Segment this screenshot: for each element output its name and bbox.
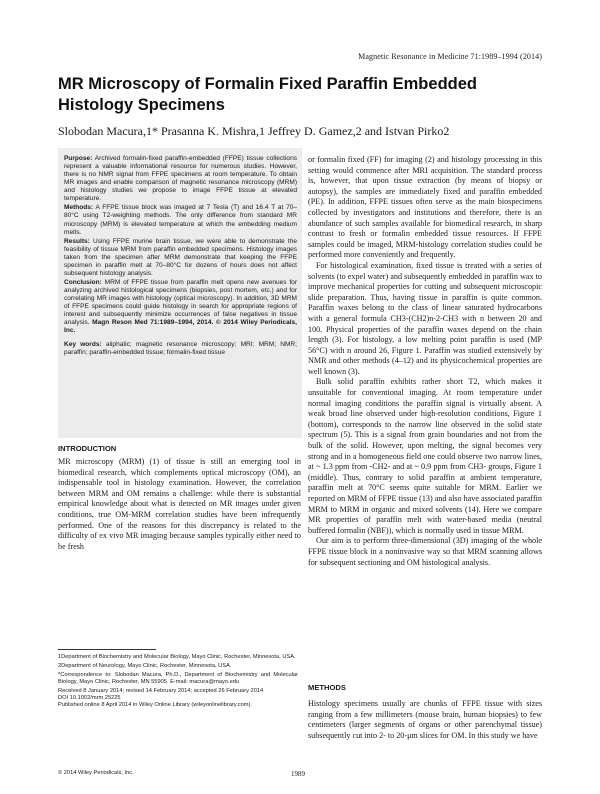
introduction-paragraph: MR microscopy (MRM) (1) of tissue is still an emerging tool in biomedical research, which complements optical microscopy (OM), an indispensable tool in histology examination. However, the correlation between MRM and OM remains a challenge: while there is substantial empirical knowledge about what is detected on MR images under given conditions, true OM-MRM correlation studies have been infrequently performed. One of the reasons for this discrepancy is related to the difficulty of ex vivo MR imaging because samples typically either need to be fresh <box>58 457 301 551</box>
methods-label: Methods: <box>64 204 94 212</box>
conclusion-label: Conclusion: <box>64 278 102 286</box>
doi: DOI 10.1002/mrm.25225 <box>58 695 121 702</box>
article-title: MR Microscopy of Formalin Fixed Paraffin Embedded Histology Specimens <box>58 75 477 114</box>
footnote-divider <box>58 649 156 650</box>
published-online: Published online 8 April 2014 in Wiley Online Library (wileyonlinelibrary.com). <box>58 702 252 709</box>
abstract-conclusion <box>64 279 297 335</box>
methods-paragraph: Histology specimens usually are chunks of FFPE tissue with sizes ranging from a few millimeters (mouse brain, human biopsies) to few centimeters (larger segments of organs or other parenchymal tissue) subsequently cut into 2- to 20-μm slices for OM. In this study we have <box>308 699 542 740</box>
results-label: Results: <box>64 237 90 245</box>
conclusion-text: MRM of FFPE tissue from paraffin melt opens new avenues for analyzing archived histological specimens (biopsies, post mortem, etc.) and for correlating MR images with histology (optical microscopy). In addition, 3D MRM of FFPE specimens could guide histology in search for appropriate regions of interest and subsequently minimize occurrences of false negatives in tissue analysis. <box>64 278 297 327</box>
results-text: Using FFPE murine brain tissue, we were able to demonstrate the feasibility of tissue MRM from paraffin embedded specimens. Histology images taken from the specimen after MRM demonstrate that keeping the FFPE specimen in paraffin melt at 70–80°C for dozens of hours does not affect subsequent histology analysis. <box>64 237 297 277</box>
affiliation-2: 2Department of Neurology, Mayo Clinic, Rochester, Minnesota, USA. <box>58 663 232 670</box>
affiliation-1: 1Department of Biochemistry and Molecular Biology, Mayo Clinic, Rochester, Minnesota, USA. <box>58 654 296 660</box>
received-dates: Received 8 January 2014; revised 14 February 2014; accepted 26 February 2014 <box>58 688 264 695</box>
copyright: © 2014 Wiley Periodicals, Inc. <box>58 770 134 776</box>
correspondence: *Correspondence to: Slobodan Macura, Ph.D., Department of Biochemistry and Molecular Biology, Mayo Clinic, Rochester, MN 55905. E-mail: macura@mayo.edu <box>58 672 298 686</box>
methods-text: A FFPE tissue block was imaged at 7 Tesla (T) and 16.4 T at 70–80°C using T2-weighting methods. The only difference from standard MR microscopy (MRM) is elevated temperature at which the embedding medium melts. <box>64 204 297 236</box>
methods-heading: METHODS <box>308 683 346 692</box>
body-paragraph: For histological examination, fixed tissue is treated with a series of solvents (to expel water) and subsequently embedded in paraffin wax to improve mechanical properties for cutting and subsequent microscopic slide preparation. Thus, having tissue in paraffin is quite common. Paraffin waxes belong to the class of linear saturated hydrocarbons with a general formula CH3-(CH2)n-2-CH3 with n between 20 and 100. Physical properties of the paraffin waxes depend on the chain length (3). For histology, a low melting point paraffin is used (MP 56°C) with n around 26, Figure 1. Paraffin was studied extensively by NMR and other methods (4–12) and its physicochemical properties are well known (3). <box>308 260 542 376</box>
footnotes <box>58 654 298 711</box>
abstract-methods <box>64 204 297 236</box>
introduction-heading: INTRODUCTION <box>58 444 117 453</box>
abstract-keywords <box>64 341 297 357</box>
purpose-label: Purpose: <box>64 155 93 162</box>
methods-body <box>308 699 542 741</box>
keywords-text: aliphatic; magnetic resonance microscopy; MRI; MRM; NMR; paraffin; paraffin-embedded tissue; formalin-fixed tissue <box>64 341 297 357</box>
keywords-label: Key words: <box>64 341 102 349</box>
author-list: Slobodan Macura,1* Prasanna K. Mishra,1 Jeffrey D. Gamez,2 and Istvan Pirko2 <box>58 124 450 138</box>
body-paragraph: Bulk solid paraffin exhibits rather short T2, which makes it unsuitable for conventional imaging. At room temperature under normal imaging conditions the paraffin signal is virtually absent. A weak broad line observed under high-resolution conditions, Figure 1 (bottom), corresponds to the narrow line observed in the solid state spectrum (5). This is a signal from grain boundaries and not from the bulk of the solid. However, upon melting, the signal becomes very strong and in a homogeneous field one could observe two narrow lines, at ~ 1.3 ppm from -CH2- and at ~ 0.9 ppm from CH3- groups, Figure 1 (middle). Thus, contrary to solid paraffin at ambient temperature, paraffin melt at 70°C seems quite suitable for MRM. Earlier we reported on MRM of FFPE tissue (13) and also have associated paraffin MRM to MRM in organic and mixed solvents (14). Here we compare MR properties of paraffin melt with water-based media (neutral buffered formalin (NBF)), which is normally used in tissue MRM. <box>308 377 542 535</box>
page-number: 1989 <box>291 770 305 778</box>
right-column-body <box>308 155 542 568</box>
body-paragraph: or formalin fixed (FF) for imaging (2) and histology processing in this setting would commence after MRI acquisition. The standard process is, however, that upon tissue extraction (by means of biopsy or autopsy), the samples are immediately fixed and paraffin embedded (PE). In addition, FFPE tissues often serve as the main biospecimens collected by investigators and institutions and therefore, there is an abundance of such samples available for biomedical research, in sharp contrast to fresh or formalin embedded tissue resources. If FFPE samples could be imaged, MRM-histology correlation studies could be performed more conveniently and frequently. <box>308 155 542 260</box>
abstract-results <box>64 238 297 278</box>
introduction-body <box>58 457 301 552</box>
abstract-citation: Magn Reson Med 71:1989–1994, 2014. © 2014 Wiley Periodicals, Inc. <box>64 319 297 335</box>
journal-header: Magnetic Resonance in Medicine 71:1989–1994 (2014) <box>358 52 542 61</box>
abstract <box>64 155 297 359</box>
purpose-text: Archived formalin-fixed paraffin-embedded (FFPE) tissue collections represent a valuable informational resource for numerous studies. However, there is no NMR signal from FFPE specimens at room temperature. To obtain MR images and enable comparison of magnetic resonance microscopy (MRM) and histology studies we propose to image FFPE tissue at elevated temperature. <box>64 155 297 203</box>
body-paragraph: Our aim is to perform three-dimensional (3D) imaging of the whole FFPE tissue block in a noninvasive way so that MRM scanning allows for subsequent sectioning and OM histological analysis. <box>308 536 542 567</box>
abstract-purpose <box>64 155 297 203</box>
